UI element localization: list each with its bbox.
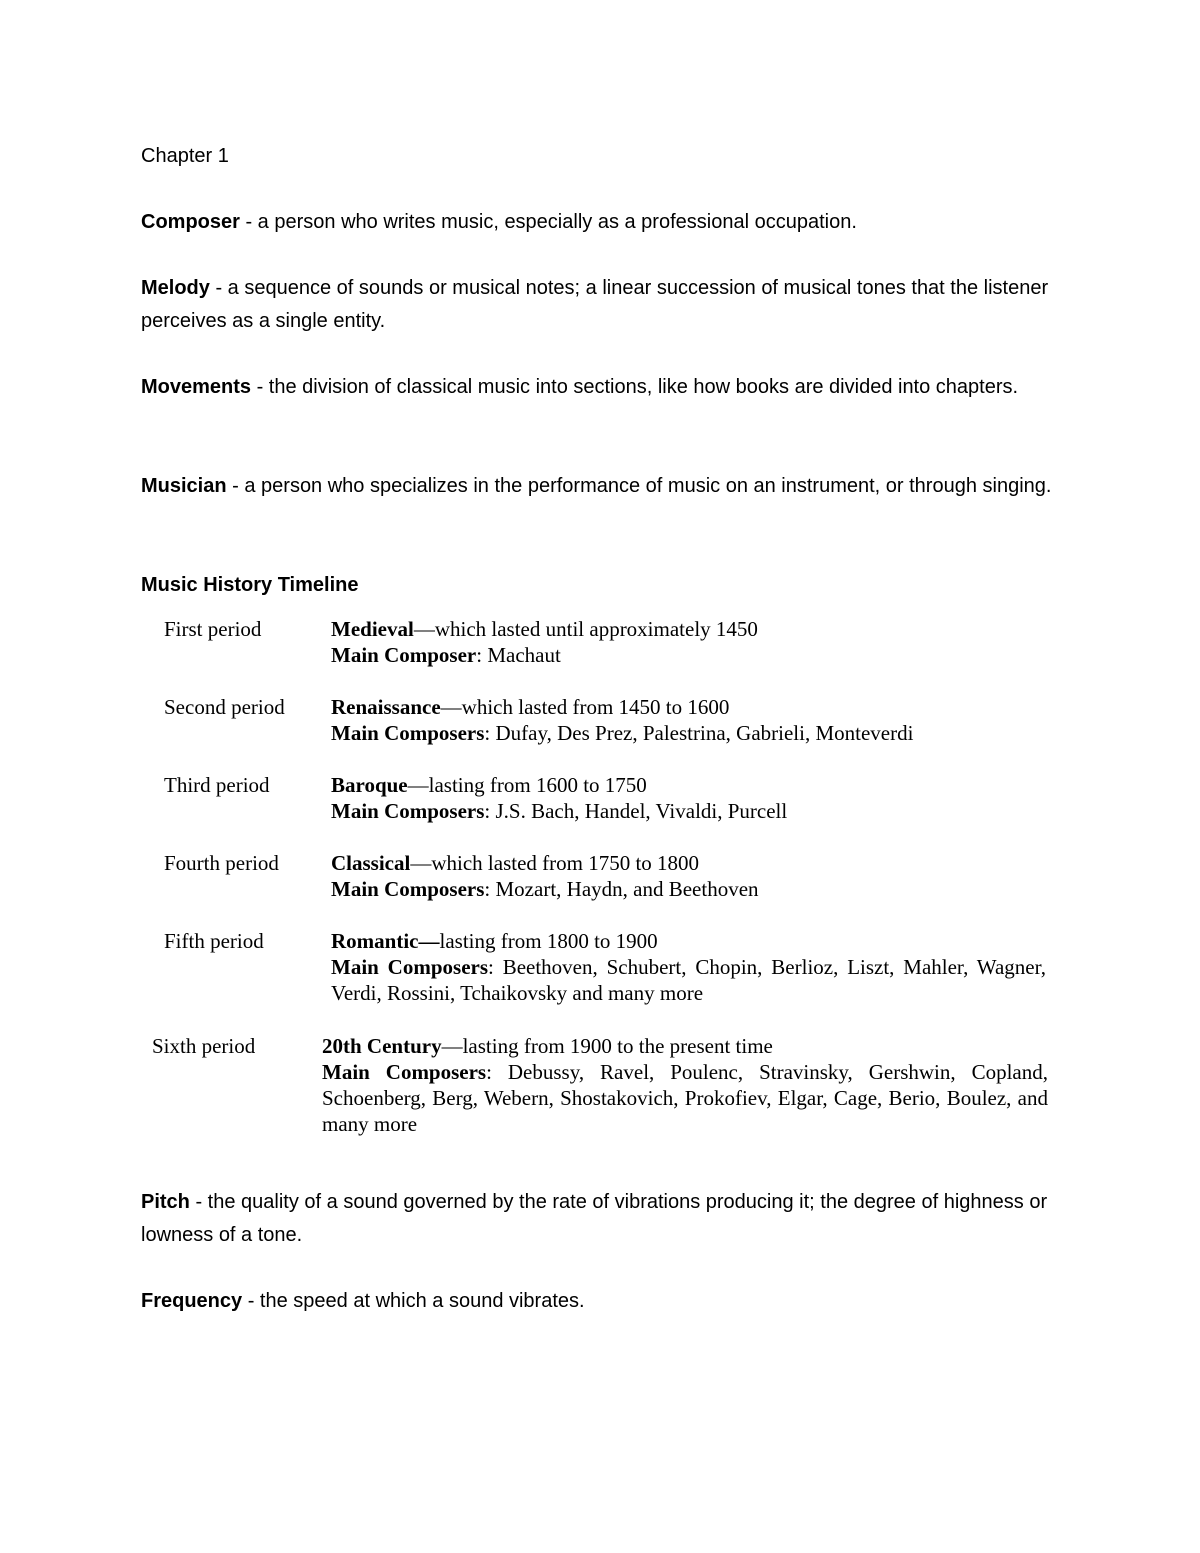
- definition-musician: [141, 470, 1071, 503]
- composers-list: : Machaut: [476, 643, 561, 667]
- period-details: [331, 772, 1051, 824]
- composers-list: : Debussy, Ravel, Poulenc, Stravinsky, Gershwin, Copland, Schoenberg, Berg, Webern, Shostakovich, Prokofiev, Elgar, Cage, Berio, Boulez, and many more: [322, 1060, 1048, 1136]
- period-era-text: —which lasted from 1750 to 1800: [410, 851, 700, 875]
- composers-list: : Mozart, Haydn, and Beethoven: [484, 877, 759, 901]
- composers-label: Main Composer: [331, 643, 477, 667]
- period-label: Second period: [164, 695, 285, 719]
- definition-melody: [141, 272, 1071, 338]
- period-era: Romantic—: [331, 929, 440, 953]
- period-composers-line: [322, 1059, 1048, 1137]
- definition-text: - the quality of a sound governed by the rate of vibrations producing it; the degree of highness or lowness of a tone.: [141, 1191, 1048, 1246]
- period-era-line: [331, 772, 1051, 798]
- period-era-text: —which lasted until approximately 1450: [413, 617, 758, 641]
- composers-list: : J.S. Bach, Handel, Vivaldi, Purcell: [484, 799, 788, 823]
- period-era-line: [322, 1033, 1048, 1059]
- period-label: First period: [164, 617, 262, 641]
- definition-term: Melody: [141, 277, 210, 299]
- composers-label: Main Composers: [331, 721, 485, 745]
- period-era-line: [331, 850, 1051, 876]
- period-composers-line: [331, 798, 1051, 824]
- definition-movements: [141, 371, 1071, 404]
- period-era-text: —lasting from 1600 to 1750: [407, 773, 647, 797]
- composers-list: : Beethoven, Schubert, Chopin, Berlioz, Liszt, Mahler, Wagner, Verdi, Rossini, Tchaikovsky and many more: [331, 955, 1046, 1005]
- definition-text: - the division of classical music into sections, like how books are divided into chapters.: [251, 376, 1019, 398]
- composers-label: Main Composers: [331, 955, 489, 979]
- definition-text: - the speed at which a sound vibrates.: [242, 1290, 585, 1312]
- period-era-line: [331, 928, 1046, 954]
- definition-text: - a person who writes music, especially as a professional occupation.: [239, 211, 857, 233]
- period-era-text: —lasting from 1900 to the present time: [441, 1034, 773, 1058]
- chapter-title: Chapter 1: [141, 145, 229, 167]
- period-era: Renaissance: [331, 695, 441, 719]
- timeline-heading: Music History Timeline: [141, 574, 359, 596]
- period-era-text: —which lasted from 1450 to 1600: [440, 695, 730, 719]
- period-era-line: [331, 616, 1051, 642]
- period-era-line: [331, 694, 1051, 720]
- definition-term: Composer: [141, 211, 240, 233]
- definition-pitch: [141, 1186, 1071, 1252]
- period-composers-line: [331, 642, 1051, 668]
- period-details: [331, 850, 1051, 902]
- period-era-text: lasting from 1800 to 1900: [439, 929, 658, 953]
- period-composers-line: [331, 720, 1051, 746]
- definition-text: - a person who specializes in the performance of music on an instrument, or through singing.: [226, 475, 1052, 497]
- composers-label: Main Composers: [322, 1060, 487, 1084]
- definition-term: Musician: [141, 475, 227, 497]
- definition-term: Pitch: [141, 1191, 190, 1213]
- period-label: Sixth period: [152, 1034, 256, 1058]
- period-details: [331, 694, 1051, 746]
- period-composers-line: [331, 876, 1051, 902]
- composers-label: Main Composers: [331, 877, 485, 901]
- period-era: Classical: [331, 851, 411, 875]
- period-details: [322, 1033, 1048, 1137]
- definition-composer: [141, 206, 1071, 239]
- definition-term: Movements: [141, 376, 252, 398]
- definition-term: Frequency: [141, 1290, 243, 1312]
- definition-frequency: [141, 1285, 1071, 1318]
- period-era: 20th Century: [322, 1034, 442, 1058]
- period-details: [331, 928, 1046, 1006]
- period-label: Fifth period: [164, 929, 264, 953]
- period-label: Third period: [164, 773, 270, 797]
- definition-text: - a sequence of sounds or musical notes; a linear succession of musical tones that the listener perceives as a single entity.: [141, 277, 1049, 332]
- period-era: Medieval: [331, 617, 414, 641]
- composers-list: : Dufay, Des Prez, Palestrina, Gabrieli, Monteverdi: [484, 721, 914, 745]
- period-composers-line: [331, 954, 1046, 1006]
- period-era: Baroque: [331, 773, 408, 797]
- period-details: [331, 616, 1051, 668]
- composers-label: Main Composers: [331, 799, 485, 823]
- period-label: Fourth period: [164, 851, 279, 875]
